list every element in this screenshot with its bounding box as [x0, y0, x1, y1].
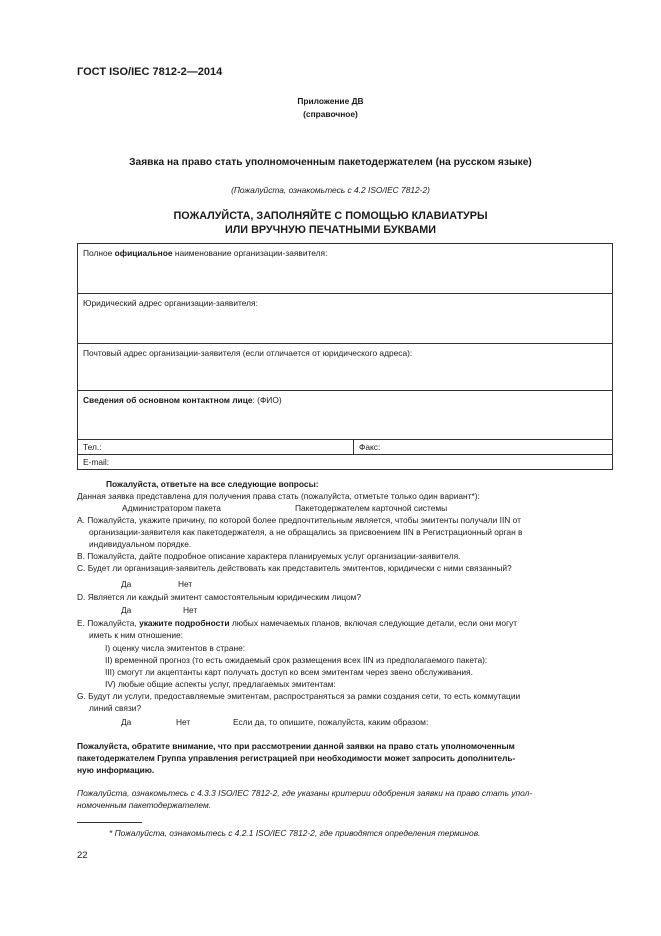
purpose-text: Данная заявка представлена для получения права стать (пожалуйста, отметьте только один вариант*):	[77, 491, 480, 501]
question-d-yes[interactable]: Да	[121, 605, 132, 615]
criteria-line2: номоченным пакетодержателем.	[77, 800, 212, 810]
questions-intro: Пожалуйста, ответьте на все следующие вопросы:	[106, 479, 319, 489]
appendix-title: Приложение ДВ	[297, 96, 364, 106]
phone-field[interactable]	[78, 440, 354, 455]
question-g-line2: линий связи?	[89, 703, 142, 713]
fax-field[interactable]	[354, 440, 613, 455]
contact-label-bold: Сведения об основном контактном лице	[83, 395, 253, 405]
note-ref: (Пожалуйста, ознакомьтесь с 4.2 ISO/IEC 7812-2)	[231, 185, 430, 195]
fill-instruction-1: ПОЖАЛУЙСТА, ЗАПОЛНЯЙТЕ С ПОМОЩЬЮ КЛАВИАТУРЫ	[173, 210, 488, 222]
question-c: C. Будет ли организация-заявитель действовать как представитель эмитентов, юридически с ними связанный?	[77, 563, 512, 573]
appendix-subtitle: (справочное)	[303, 109, 358, 119]
question-e	[77, 618, 617, 629]
fill-instruction-2: ИЛИ ВРУЧНУЮ ПЕЧАТНЫМИ БУКВАМИ	[224, 224, 437, 236]
org-name-label-pre: Полное	[83, 248, 115, 258]
legal-address-field[interactable]	[78, 294, 613, 344]
question-c-yes[interactable]: Да	[121, 579, 132, 589]
question-d: D. Является ли каждый эмитент самостоятельным юридическим лицом?	[77, 592, 362, 602]
org-name-label-bold: официальное	[114, 248, 173, 258]
phone-label: Тел.:	[83, 442, 102, 452]
option-admin[interactable]: Администратором пакета	[122, 503, 221, 513]
option-holder[interactable]: Пакетодержателем карточной системы	[295, 503, 448, 513]
question-g-if: Если да, то опишите, пожалуйста, каким образом:	[233, 717, 429, 727]
footnote-divider	[77, 822, 142, 823]
question-a: A. Пожалуйста, укажите причину, по которой более предпочтительным является, чтобы эмитенты получали IIN от	[77, 515, 521, 525]
postal-address-label: Почтовый адрес организации-заявителя (если отличается от юридического адреса):	[83, 348, 413, 358]
question-e-post: любых намечаемых планов, включая следующие детали, если они могут	[229, 618, 518, 628]
question-e-bold: укажите подробности	[139, 618, 230, 628]
notice-line2: пакетодержателем Группа управления регистрацией при необходимости может запросить дополнитель-	[77, 753, 516, 763]
legal-address-label: Юридический адрес организации-заявителя:	[83, 298, 258, 308]
question-g-no[interactable]: Нет	[176, 717, 191, 727]
question-d-no[interactable]: Нет	[183, 605, 198, 615]
email-field[interactable]	[78, 455, 613, 470]
question-e-ii: II) временной прогноз (то есть ожидаемый срок размещения всех IIN из предполагаемого пакета):	[105, 655, 488, 665]
question-e-iii: III) смогут ли акцептанты карт получать доступ ко всем эмитентам через звено обслуживания.	[105, 667, 473, 677]
postal-address-field[interactable]	[78, 344, 613, 391]
question-g: G. Будут ли услуги, предоставляемые эмитентам, распространяться за рамки создания сети, то есть коммутации	[77, 691, 521, 701]
page-number: 22	[77, 850, 88, 861]
org-name-field[interactable]	[78, 244, 613, 294]
footnote: * Пожалуйста, ознакомьтесь с 4.2.1 ISO/IEC 7812-2, где приводятся определения терминов.	[109, 828, 481, 838]
question-a-line3: индивидуальном порядке.	[89, 539, 192, 549]
question-e-iv: IV) любые общие аспекты услуг, предлагаемых эмитентам:	[105, 679, 336, 689]
doc-title: Заявка на право стать уполномоченным пакетодержателем (на русском языке)	[129, 157, 532, 168]
question-c-no[interactable]: Нет	[178, 579, 193, 589]
notice-line3: ную информацию.	[77, 765, 155, 775]
criteria-line1: Пожалуйста, ознакомьтесь с 4.3.3 ISO/IEC 7812-2, где указаны критерии одобрения заявки на право стать упол-	[77, 788, 533, 798]
question-b: B. Пожалуйста, дайте подробное описание характера планируемых услуг организации-заявителя.	[77, 551, 461, 561]
question-e-pre: E. Пожалуйста,	[77, 618, 140, 628]
application-form	[77, 243, 613, 470]
contact-label-post: : (ФИО)	[252, 395, 282, 405]
question-e-i: I) оценку числа эмитентов в стране:	[105, 643, 246, 653]
notice-line1: Пожалуйста, обратите внимание, что при рассмотрении данной заявки на право стать уполномоченным	[77, 741, 515, 751]
contact-person-field[interactable]	[78, 391, 613, 440]
email-label: E-mail:	[83, 457, 110, 467]
fax-label: Факс:	[359, 442, 381, 452]
question-e-line2: иметь к ним отношение:	[89, 630, 183, 640]
org-name-label-post: наименование организации-заявителя:	[172, 248, 328, 258]
question-a-line2: организации-заявителя как пакетодержателя, а не обращались за присвоением IIN в Регистрационный орган в	[89, 527, 523, 537]
standard-header: ГОСТ ISO/IEC 7812-2—2014	[77, 66, 223, 78]
question-g-yes[interactable]: Да	[121, 717, 132, 727]
